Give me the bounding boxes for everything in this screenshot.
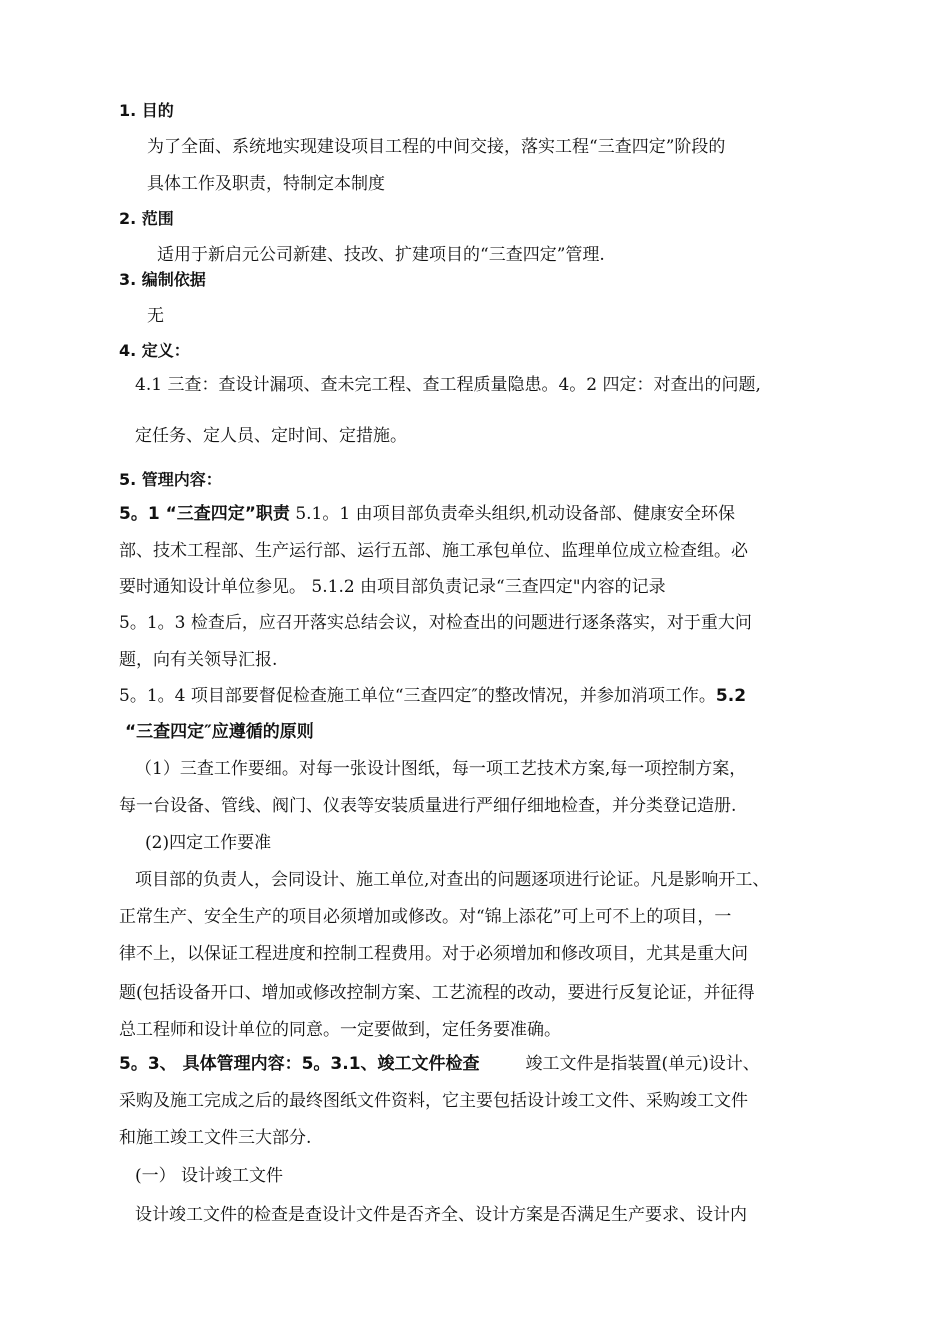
section-5-1-line: 题，向有关领导汇报. (119, 650, 278, 670)
section-1-body-line: 为了全面、系统地实现建设项目工程的中间交接，落实工程“三查四定”阶段的 (147, 137, 726, 157)
section-4-heading: 4. 定义： (119, 341, 190, 360)
section-5-1-text: 5.1。1 由项目部负责牵头组织,机动设备部、健康安全环保 (289, 504, 735, 524)
section-4-body-line: 4.1 三查：查设计漏项、查未完工程、查工程质量隐患。4。2 四定：对查出的问题, (135, 375, 761, 395)
section-5-1-text: 5。1。4 项目部要督促检查施工单位“三查四定″的整改情况，并参加消项工作。 (119, 686, 716, 706)
section-5-3-line (119, 1052, 760, 1076)
section-2-heading: 2. 范围 (119, 209, 174, 228)
section-5-1-label: 5。1 “三查四定”职责 (119, 504, 290, 524)
section-5-2-label: 5.2 (715, 686, 747, 706)
section-5-3-line: 采购及施工完成之后的最终图纸文件资料，它主要包括设计竣工文件、采购竣工文件 (119, 1091, 748, 1111)
section-5-2-line: 律不上，以保证工程进度和控制工程费用。对于必须增加和修改项目，尤其是重大问 (119, 944, 748, 964)
section-5-3-line: 和施工竣工文件三大部分. (119, 1128, 312, 1148)
section-1-heading: 1. 目的 (119, 101, 174, 120)
section-3-body: 无 (147, 306, 164, 326)
section-5-2-line: 项目部的负责人，会同设计、施工单位,对查出的问题逐项进行论证。凡是影响开工、 (135, 870, 770, 890)
section-5-2-line: 题(包括设备开口、增加或修改控制方案、工艺流程的改动，要进行反复论证，并征得 (119, 983, 755, 1003)
section-5-3-text: 竣工文件是指装置(单元)设计、 (525, 1054, 760, 1074)
section-5-1-line: 5。1。3 检查后，应召开落实总结会议，对检查出的问题进行逐条落实，对于重大问 (119, 613, 752, 633)
section-5-3-line: 设计竣工文件的检查是查设计文件是否齐全、设计方案是否满足生产要求、设计内 (135, 1205, 747, 1225)
section-1-body-line: 具体工作及职责，特制定本制度 (147, 174, 385, 194)
section-5-3-subheading: (一） 设计竣工文件 (135, 1166, 284, 1186)
section-5-1-line (119, 502, 735, 526)
section-5-2-title: “三查四定″应遵循的原则 (125, 722, 314, 742)
section-5-2-line: 正常生产、安全生产的项目必须增加或修改。对“锦上添花”可上可不上的项目，一 (119, 907, 732, 927)
section-5-3-label: 5。3、 具体管理内容：5。3.1、竣工文件检查 (119, 1054, 480, 1074)
section-5-2-line: 总工程师和设计单位的同意。一定要做到，定任务要准确。 (119, 1020, 561, 1040)
section-5-2-line: 每一台设备、管线、阀门、仪表等安装质量进行严细仔细地检查，并分类登记造册. (119, 796, 737, 816)
section-5-1-line: 部、技术工程部、生产运行部、运行五部、施工承包单位、监理单位成立检查组。必 (119, 541, 748, 561)
section-2-body: 适用于新启元公司新建、技改、扩建项目的“三查四定”管理. (157, 245, 605, 265)
section-5-2-line: （1）三查工作要细。对每一张设计图纸，每一项工艺技术方案,每一项控制方案， (135, 759, 747, 779)
section-5-1-line: 要时通知设计单位参见。 5.1.2 由项目部负责记录“三查四定"内容的记录 (119, 577, 666, 597)
section-3-heading: 3. 编制依据 (119, 270, 206, 289)
section-5-heading: 5. 管理内容： (119, 470, 222, 489)
section-4-body-line: 定任务、定人员、定时间、定措施。 (135, 426, 407, 446)
section-5-2-line: (2)四定工作要准 (145, 833, 272, 853)
section-5-1-line (119, 684, 746, 708)
